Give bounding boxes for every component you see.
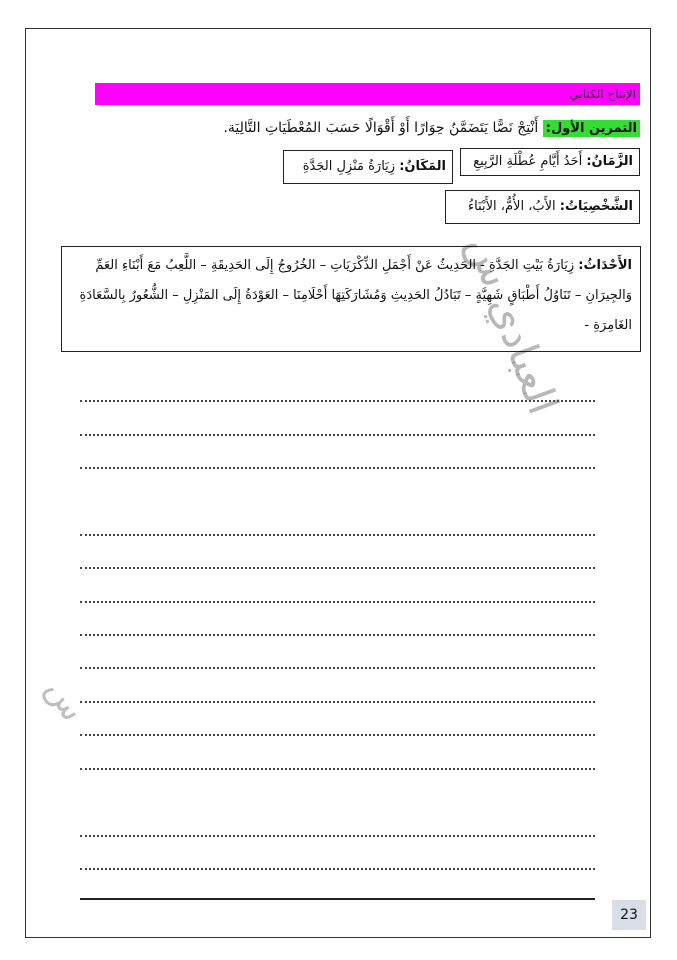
section-title-bar (95, 83, 640, 105)
writing-line[interactable] (80, 534, 595, 536)
place-box (283, 150, 453, 184)
exercise-instruction-text: أَنْتِجْ نَصًّا يَتَضَمَّنُ حِوَارًا أَوْ أَقْوَالًا حَسَبَ المُعْطَيَاتِ التَّالِيَة. (223, 120, 539, 136)
watermark-small: س (38, 672, 94, 728)
page-number: 23 (612, 900, 646, 930)
events-label: الأَحْدَاثُ: (578, 258, 632, 273)
exercise-label: التمرين الأول: (543, 120, 640, 137)
writing-line[interactable] (80, 768, 595, 770)
writing-line[interactable] (80, 601, 595, 603)
writing-line[interactable] (80, 701, 595, 703)
time-value: أَحَدُ أَيَّامِ عُطْلَةِ الرَّبِيعِ (473, 154, 583, 169)
section-title: الإنتاج الكتابي (569, 87, 636, 101)
events-box (61, 246, 641, 352)
footer-rule (80, 898, 595, 900)
writing-line[interactable] (80, 734, 595, 736)
place-label: المَكَانُ: (399, 159, 446, 174)
writing-line[interactable] (80, 667, 595, 669)
writing-line[interactable] (80, 567, 595, 569)
exercise-instruction (100, 116, 640, 140)
writing-line[interactable] (80, 467, 595, 469)
time-label: الزَّمَانُ: (586, 154, 633, 169)
watermark-signature: العبادي س (458, 228, 569, 421)
writing-line[interactable] (80, 868, 595, 870)
time-box (460, 148, 640, 176)
place-value: زِيَارَةُ مَنْزِلِ الجَدَّةِ (302, 159, 396, 174)
characters-box (445, 190, 640, 224)
writing-line[interactable] (80, 835, 595, 837)
events-value: زِيَارَةُ بَيْتِ الجَدَّةِ - الحَدِيثُ عَنْ أَجْمَلِ الذِّكْرَيَاتِ – الخُرُوجُ إِلَى الحَدِيقَةِ – اللَّعِبُ مَعَ أَبْنَاءِ العَمِّ وَالجِيرَانِ – تَنَاوُلُ أَطْبَاقٍ شَهِيَّةٍ – تَبَادُلُ الحَدِيثِ وَمُشَارَكَتِهَا أَحْلَامِنَا – العَوْدَةُ إِلَى المَنْزِلِ – الشُّعُورُ بِالسَّعَادَةِ الغَامِرَةِ - (79, 258, 632, 333)
writing-line[interactable] (80, 634, 595, 636)
characters-value: الأَبُ، الأُمُّ، الأَبْنَاءُ (468, 199, 556, 214)
characters-label: الشَّخْصِيَاتُ: (559, 199, 633, 214)
writing-line[interactable] (80, 400, 595, 402)
writing-line[interactable] (80, 434, 595, 436)
